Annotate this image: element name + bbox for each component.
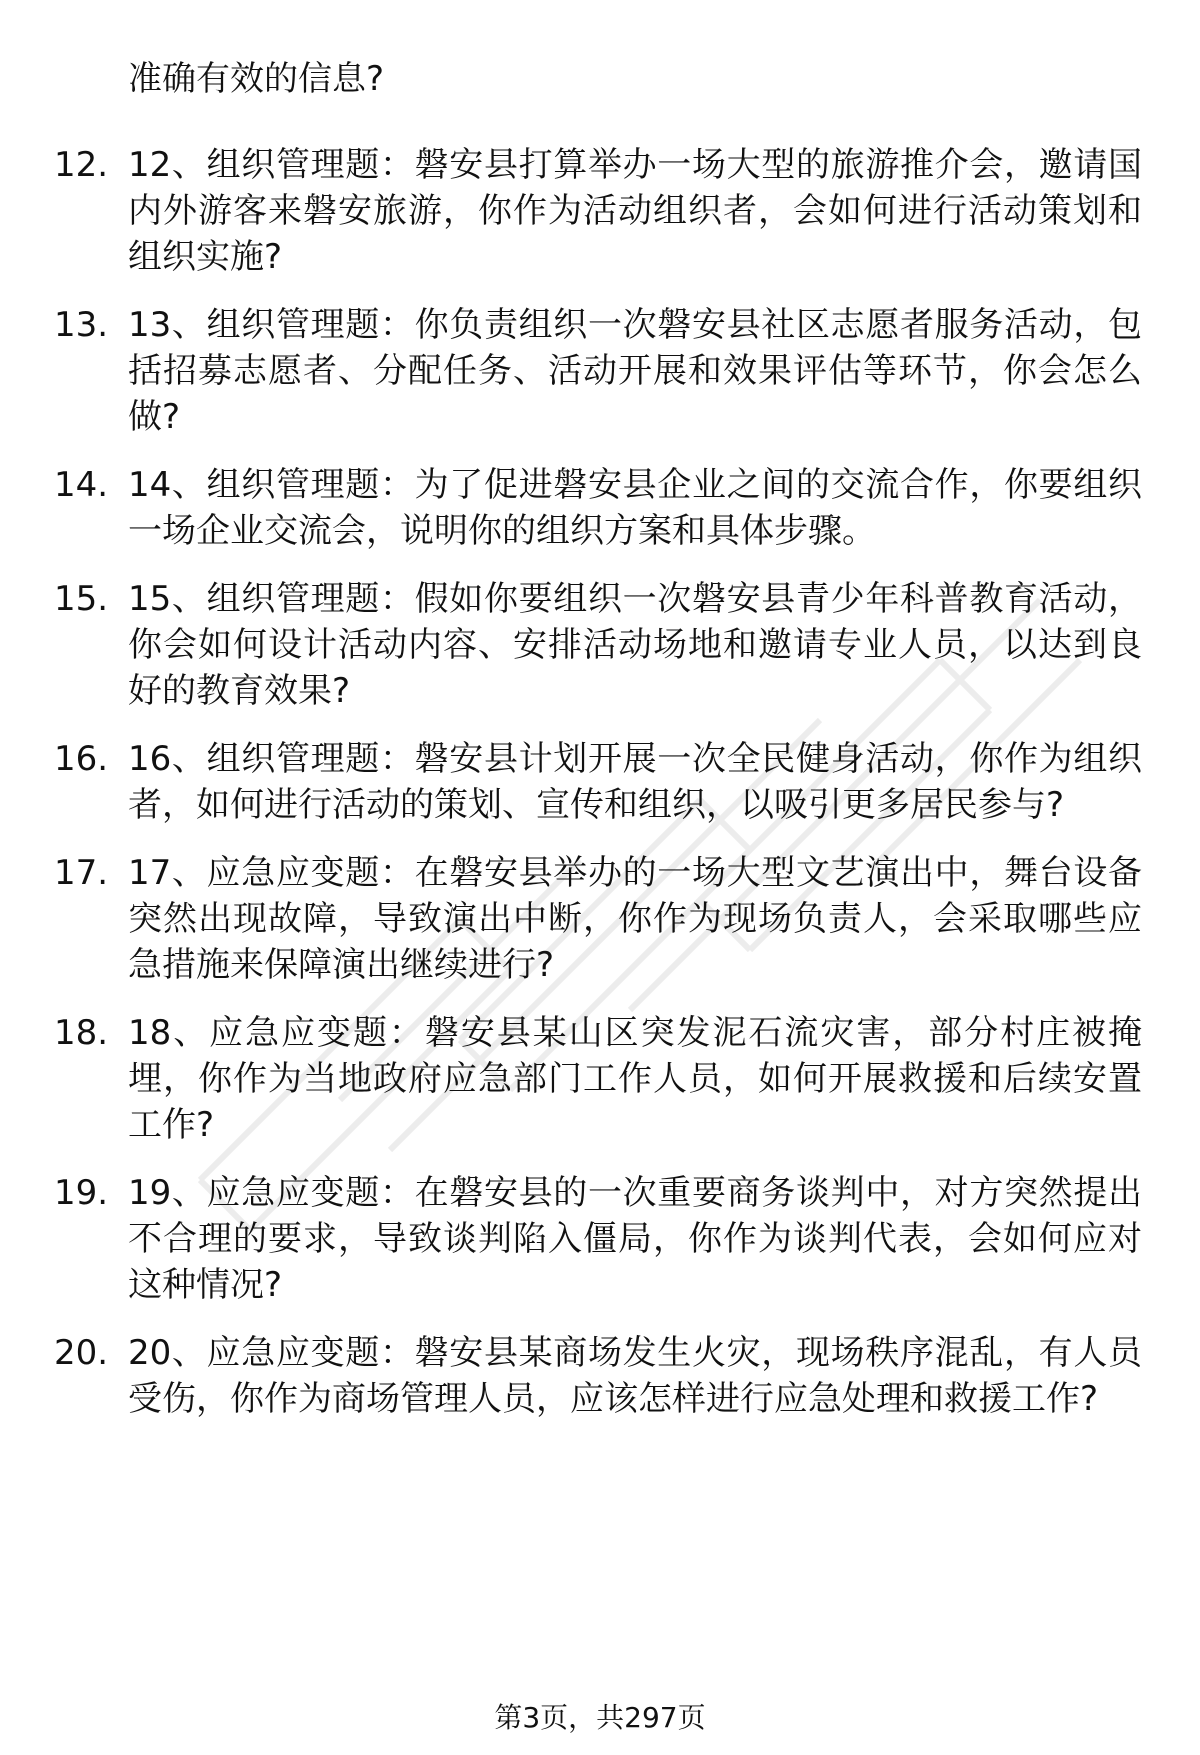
question-item (0, 1170, 1200, 1308)
question-number: 19. (54, 1173, 109, 1213)
question-text: 13、组织管理题：你负责组织一次磐安县社区志愿者服务活动，包括招募志愿者、分配任务、活动开展和效果评估等环节，你会怎么做? (128, 305, 1142, 437)
question-item (0, 142, 1200, 280)
question-text: 18、应急应变题：磐安县某山区突发泥石流灾害，部分村庄被掩埋，你作为当地政府应急部门工作人员，如何开展救援和后续安置工作? (128, 1013, 1142, 1145)
question-text: 20、应急应变题：磐安县某商场发生火灾，现场秩序混乱，有人员受伤，你作为商场管理人员，应该怎样进行应急处理和救援工作? (128, 1333, 1142, 1419)
question-number: 12. (54, 145, 109, 185)
question-item (0, 736, 1200, 828)
question-number: 15. (54, 579, 109, 619)
question-number: 17. (54, 853, 109, 893)
question-text: 16、组织管理题：磐安县计划开展一次全民健身活动，你作为组织者，如何进行活动的策划、宣传和组织，以吸引更多居民参与? (128, 739, 1142, 825)
question-number: 14. (54, 465, 109, 505)
question-number: 18. (54, 1013, 109, 1053)
continuation-text: 准确有效的信息? (128, 59, 385, 99)
question-item (0, 1330, 1200, 1422)
question-item (0, 1010, 1200, 1148)
question-item (0, 576, 1200, 714)
question-item (0, 462, 1200, 554)
question-text: 15、组织管理题：假如你要组织一次磐安县青少年科普教育活动，你会如何设计活动内容、安排活动场地和邀请专业人员，以达到良好的教育效果? (128, 579, 1142, 711)
question-number: 20. (54, 1333, 109, 1373)
question-number: 16. (54, 739, 109, 779)
question-text: 17、应急应变题：在磐安县举办的一场大型文艺演出中，舞台设备突然出现故障，导致演出中断，你作为现场负责人，会采取哪些应急措施来保障演出继续进行? (128, 853, 1142, 985)
question-number: 13. (54, 305, 109, 345)
question-item (0, 850, 1200, 988)
question-text: 19、应急应变题：在磐安县的一次重要商务谈判中，对方突然提出不合理的要求，导致谈判陷入僵局，你作为谈判代表，会如何应对这种情况? (128, 1173, 1142, 1305)
question-text: 14、组织管理题：为了促进磐安县企业之间的交流合作，你要组织一场企业交流会，说明你的组织方案和具体步骤。 (128, 465, 1142, 551)
question-text: 12、组织管理题：磐安县打算举办一场大型的旅游推介会，邀请国内外游客来磐安旅游，你作为活动组织者，会如何进行活动策划和组织实施? (128, 145, 1142, 277)
page-footer: 第3页，共297页 (494, 1701, 706, 1734)
question-list (0, 142, 1200, 1444)
question-item (0, 302, 1200, 440)
